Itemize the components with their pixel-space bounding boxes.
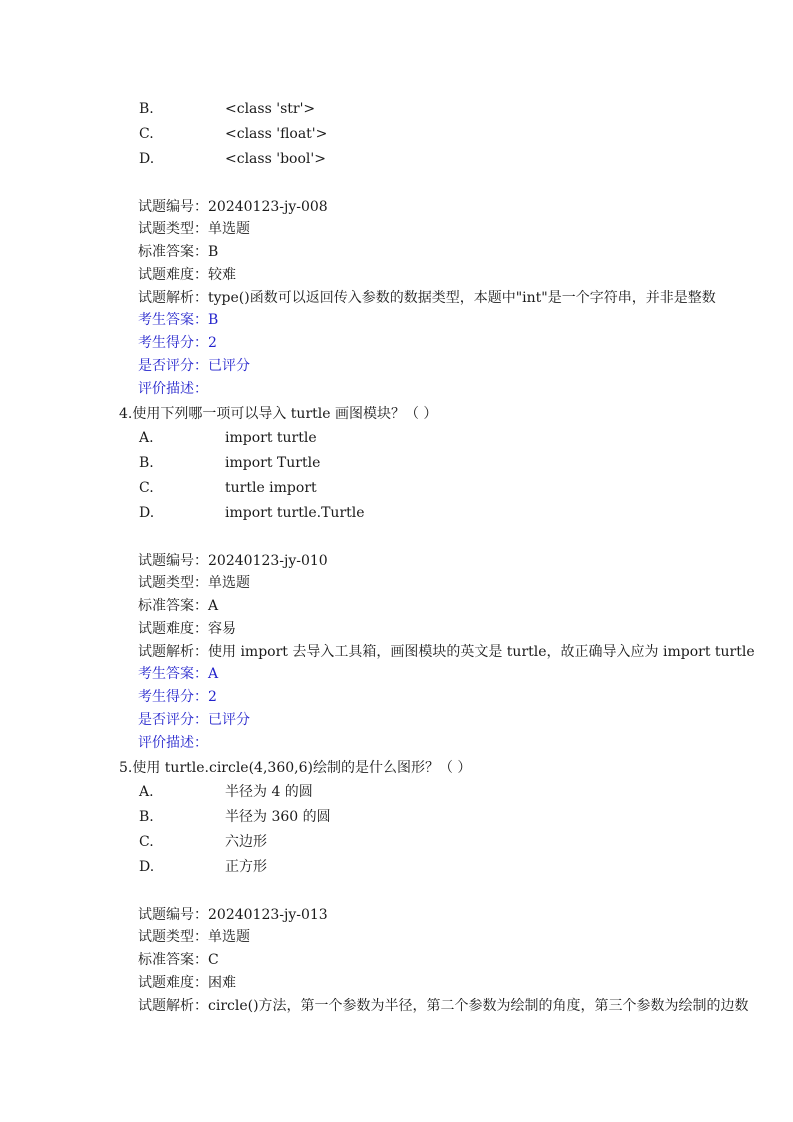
q3-comment: 评价描述： bbox=[138, 381, 208, 397]
option-letter: C. bbox=[139, 834, 154, 850]
q4-analysis: 试题解析：使用 import 去导入工具箱，画图模块的英文是 turtle，故正确导入应为 import turtle bbox=[138, 644, 755, 660]
q3-score: 考生得分：2 bbox=[138, 335, 217, 351]
q5-id: 试题编号：20240123-jy-013 bbox=[138, 907, 328, 923]
q3-standard-answer: 标准答案：B bbox=[138, 244, 219, 260]
q3-type: 试题类型：单选题 bbox=[138, 221, 250, 237]
q3-difficulty: 试题难度：较难 bbox=[138, 267, 236, 283]
option-letter: D. bbox=[139, 859, 155, 875]
q5-type: 试题类型：单选题 bbox=[138, 929, 250, 945]
q4-student-answer: 考生答案：A bbox=[138, 666, 219, 682]
q4-score: 考生得分：2 bbox=[138, 689, 217, 705]
q4-standard-answer: 标准答案：A bbox=[138, 598, 219, 614]
q3-student-answer: 考生答案：B bbox=[138, 312, 219, 328]
option-letter: D. bbox=[139, 505, 155, 521]
q5-standard-answer: 标准答案：C bbox=[138, 952, 219, 968]
option-text: import Turtle bbox=[225, 455, 321, 471]
option-letter: C. bbox=[139, 480, 154, 496]
option-text: <class 'bool'> bbox=[225, 151, 326, 167]
option-letter: C. bbox=[139, 126, 154, 142]
option-letter: A. bbox=[139, 784, 154, 800]
option-letter: D. bbox=[139, 151, 155, 167]
q4-id: 试题编号：20240123-jy-010 bbox=[138, 553, 328, 569]
q4-comment: 评价描述： bbox=[138, 735, 208, 751]
q5-stem: 5.使用 turtle.circle(4,360,6)绘制的是什么图形？（ ） bbox=[119, 760, 472, 776]
q4-type: 试题类型：单选题 bbox=[138, 575, 250, 591]
q5-difficulty: 试题难度：困难 bbox=[138, 975, 236, 991]
option-text: 六边形 bbox=[225, 834, 267, 850]
option-letter: B. bbox=[139, 809, 154, 825]
option-text: 半径为 4 的圆 bbox=[225, 784, 313, 800]
option-text: <class 'str'> bbox=[225, 101, 316, 117]
option-text: turtle import bbox=[225, 480, 317, 496]
option-text: <class 'float'> bbox=[225, 126, 328, 142]
option-text: import turtle.Turtle bbox=[225, 505, 365, 521]
q4-stem: 4.使用下列哪一项可以导入 turtle 画图模块？（ ） bbox=[119, 406, 438, 422]
option-text: import turtle bbox=[225, 430, 317, 446]
option-text: 半径为 360 的圆 bbox=[225, 809, 331, 825]
q4-graded: 是否评分：已评分 bbox=[138, 712, 250, 728]
q4-difficulty: 试题难度：容易 bbox=[138, 621, 236, 637]
q3-analysis: 试题解析：type()函数可以返回传入参数的数据类型，本题中"int"是一个字符串，并非是整数 bbox=[138, 290, 716, 306]
q5-analysis: 试题解析：circle()方法，第一个参数为半径，第二个参数为绘制的角度，第三个参数为绘制的边数 bbox=[138, 998, 749, 1014]
option-letter: B. bbox=[139, 455, 154, 471]
option-letter: A. bbox=[139, 430, 154, 446]
option-letter: B. bbox=[139, 101, 154, 117]
q3-graded: 是否评分：已评分 bbox=[138, 358, 250, 374]
option-text: 正方形 bbox=[225, 859, 267, 875]
q3-id: 试题编号：20240123-jy-008 bbox=[138, 199, 328, 215]
